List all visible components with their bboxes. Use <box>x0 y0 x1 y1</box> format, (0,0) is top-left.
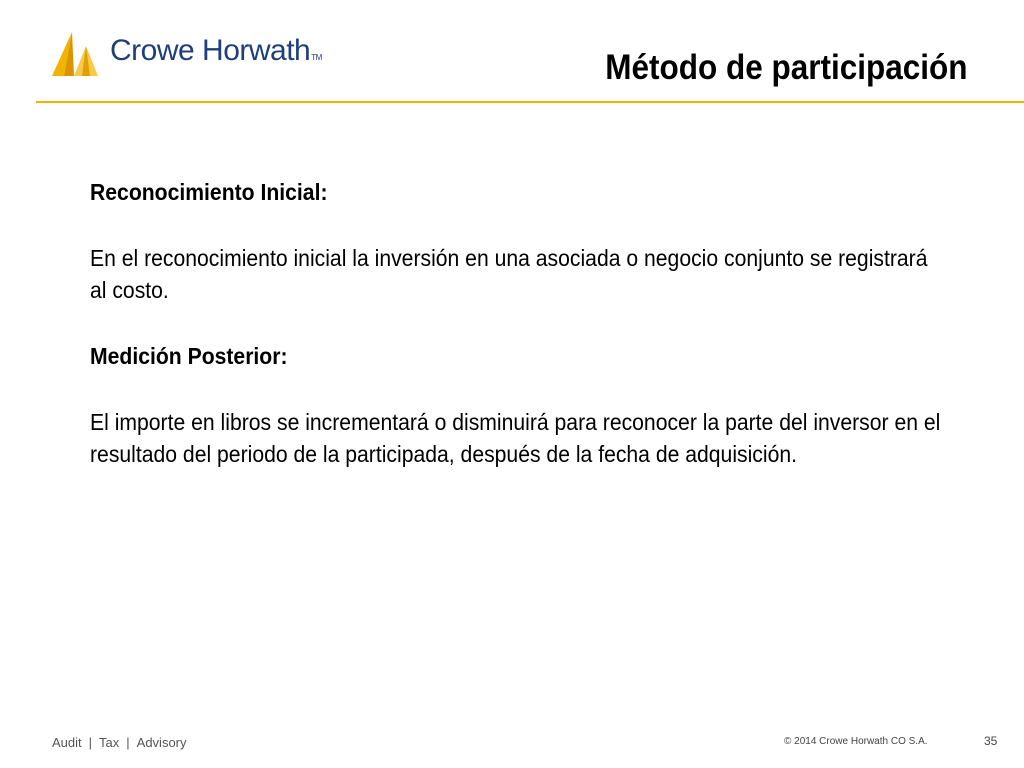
logo-wordmark-text: Crowe Horwath <box>110 34 311 67</box>
footer-copyright: © 2014 Crowe Horwath CO S.A. <box>784 736 928 747</box>
logo-wordmark <box>110 34 322 68</box>
header-divider <box>36 101 1024 103</box>
page-number: 35 <box>984 734 998 748</box>
crowe-horwath-logo-mark-icon <box>50 30 102 78</box>
section-text-reconocimiento: En el reconocimiento inicial la inversión en una asociada o negocio conjunto se registrará al costo. <box>90 245 928 303</box>
footer-item-tax: Tax <box>99 735 120 750</box>
logo-trademark: TM <box>311 53 322 62</box>
company-logo <box>50 30 330 82</box>
footer-item-audit: Audit <box>52 735 82 750</box>
footer-services <box>52 735 187 750</box>
footer-item-advisory: Advisory <box>136 735 187 750</box>
slide-content <box>90 176 941 504</box>
slide-title: Método de participación <box>605 48 968 87</box>
section-text-medicion: El importe en libros se incrementará o disminuirá para reconocer la parte del inversor en el resultado del periodo de la participada, después de la fecha de adquisición. <box>90 409 941 467</box>
footer-separator: | <box>88 735 93 750</box>
section-heading-reconocimiento: Reconocimiento Inicial: <box>90 179 328 205</box>
section-heading-medicion: Medición Posterior: <box>90 343 288 369</box>
footer-separator: | <box>126 735 130 750</box>
